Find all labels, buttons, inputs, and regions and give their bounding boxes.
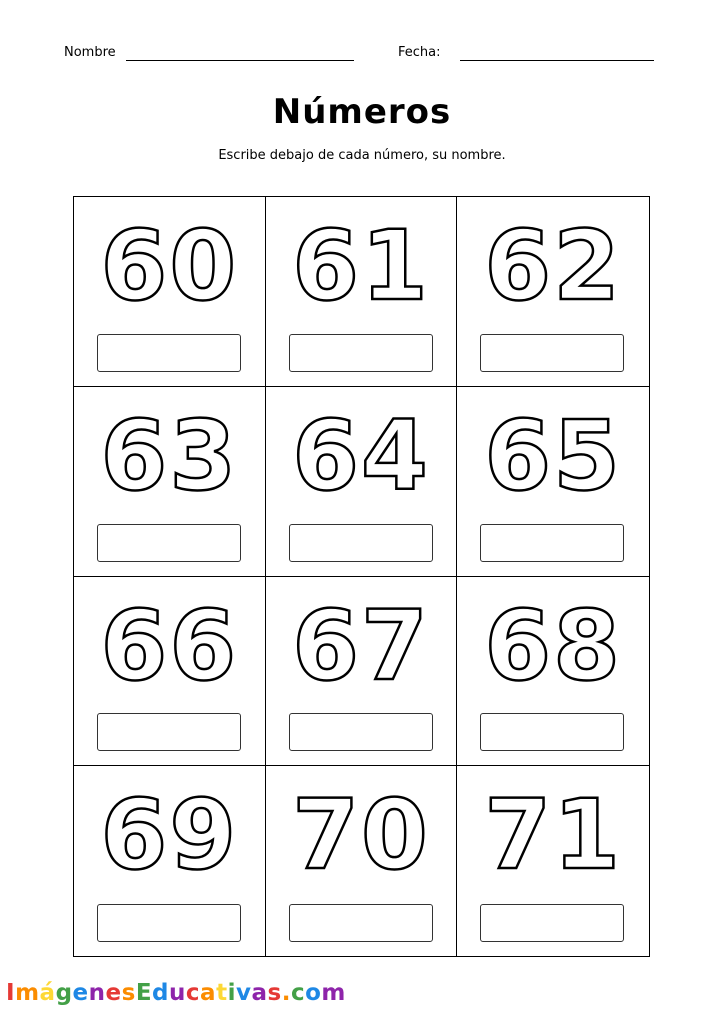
outlined-number: 60 [100, 210, 239, 322]
number-cell [266, 577, 458, 767]
page-title: Números [272, 92, 452, 132]
logo-letter: E [135, 980, 153, 1006]
number-cell [74, 197, 266, 387]
name-field[interactable] [126, 60, 354, 61]
outlined-number: 62 [484, 210, 622, 322]
number-cell [266, 197, 458, 387]
number-cell [266, 766, 458, 956]
logo-letter: d [152, 980, 170, 1006]
answer-box[interactable] [97, 713, 241, 751]
answer-box[interactable] [480, 713, 624, 751]
outlined-number: 64 [292, 399, 430, 512]
instructions-text: Escribe debajo de cada número, su nombre. [218, 148, 506, 163]
answer-box[interactable] [480, 334, 624, 372]
logo-letter: s [121, 980, 136, 1006]
logo-letter: I [6, 980, 16, 1006]
header-fields [0, 44, 724, 66]
date-label: Fecha: [398, 45, 441, 60]
date-field[interactable] [460, 60, 654, 61]
logo-letter: c [185, 980, 201, 1006]
logo-letter: m [15, 980, 40, 1006]
logo-letter: e [72, 980, 89, 1006]
answer-box[interactable] [97, 524, 241, 562]
number-cell [457, 387, 649, 577]
name-label: Nombre [64, 45, 116, 60]
logo-letter: o [305, 980, 322, 1006]
number-cell [74, 766, 266, 956]
answer-box[interactable] [97, 904, 241, 942]
logo-letter: s [267, 980, 282, 1006]
answer-box[interactable] [480, 904, 624, 942]
number-cell [457, 766, 649, 956]
outlined-number: 68 [484, 589, 622, 702]
answer-box[interactable] [289, 713, 433, 751]
number-cell [74, 387, 266, 577]
number-cell [74, 577, 266, 767]
outlined-number: 65 [484, 399, 622, 512]
number-cell [457, 577, 649, 767]
outlined-number: 63 [100, 399, 239, 512]
logo-letter: m [321, 980, 346, 1006]
logo-letter: v [235, 980, 252, 1006]
outlined-number: 71 [484, 779, 622, 892]
logo-letter: a [251, 980, 268, 1006]
logo-letter: e [105, 980, 122, 1006]
answer-box[interactable] [480, 524, 624, 562]
logo-letter: c [290, 980, 306, 1006]
numbers-grid [73, 196, 650, 957]
number-cell [266, 387, 458, 577]
logo-letter: u [169, 980, 186, 1006]
logo-letter: . [281, 980, 291, 1006]
outlined-number: 66 [100, 589, 239, 702]
logo-letter: á [39, 980, 56, 1006]
answer-box[interactable] [289, 334, 433, 372]
logo-letter: g [55, 980, 73, 1006]
answer-box[interactable] [289, 524, 433, 562]
site-logo [6, 978, 346, 1008]
outlined-number: 70 [292, 779, 430, 892]
outlined-number: 67 [292, 589, 430, 702]
outlined-number: 61 [292, 210, 430, 322]
logo-letter: a [200, 980, 217, 1006]
logo-letter: t [216, 980, 228, 1006]
answer-box[interactable] [97, 334, 241, 372]
answer-box[interactable] [289, 904, 433, 942]
outlined-number: 69 [100, 779, 239, 892]
logo-letter: i [227, 980, 236, 1006]
logo-letter: n [88, 980, 106, 1006]
number-cell [457, 197, 649, 387]
